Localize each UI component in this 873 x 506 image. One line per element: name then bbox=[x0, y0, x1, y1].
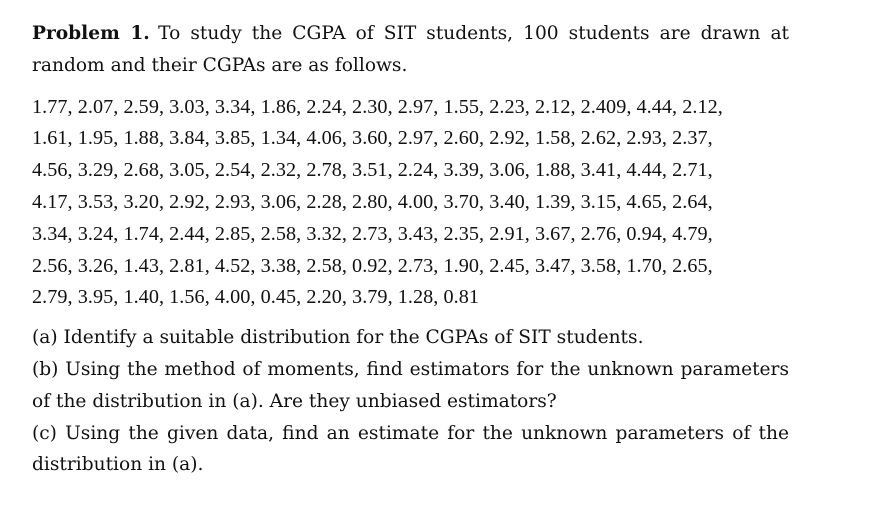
cgpa-data-line-6: 2.56, 3.26, 1.43, 2.81, 4.52, 3.38, 2.58, 0.92, 2.73, 1.90, 2.45, 3.47, 3.58, 1.70, 2.65, bbox=[32, 254, 713, 277]
question-b-text: (b) Using the method of moments, find estimators for the unknown parameters of the distribution in (a). Are they unbiased estimators? bbox=[32, 358, 789, 412]
cgpa-data-line-1: 1.77, 2.07, 2.59, 3.03, 3.34, 1.86, 2.24, 2.30, 2.97, 1.55, 2.23, 2.12, 2.409, 4.44, 2.12, bbox=[32, 95, 723, 118]
problem-intro-text: To study the CGPA of SIT students, 100 students are drawn at random and their CGPAs are as follows. bbox=[32, 23, 790, 76]
cgpa-data-line-3: 4.56, 3.29, 2.68, 3.05, 2.54, 2.32, 2.78, 3.51, 2.24, 3.39, 3.06, 1.88, 3.41, 4.44, 2.71, bbox=[32, 159, 713, 182]
question-c bbox=[32, 418, 789, 482]
cgpa-data-line-2: 1.61, 1.95, 1.88, 3.84, 3.85, 1.34, 4.06, 3.60, 2.97, 2.60, 2.92, 1.58, 2.62, 2.93, 2.37, bbox=[32, 127, 713, 150]
cgpa-data-line-5: 3.34, 3.24, 1.74, 2.44, 2.85, 2.58, 3.32, 2.73, 3.43, 2.35, 2.91, 3.67, 2.76, 0.94, 4.79, bbox=[32, 222, 713, 245]
question-a-text: (a) Identify a suitable distribution for the CGPAs of SIT students. bbox=[32, 327, 644, 349]
cgpa-data-line-7: 2.79, 3.95, 1.40, 1.56, 4.00, 0.45, 2.20, 3.79, 1.28, 0.81 bbox=[32, 286, 480, 309]
cgpa-data-block bbox=[32, 92, 789, 315]
problem-document bbox=[32, 18, 789, 481]
cgpa-data-line-4: 4.17, 3.53, 3.20, 2.92, 2.93, 3.06, 2.28, 2.80, 4.00, 3.70, 3.40, 1.39, 3.15, 4.65, 2.64, bbox=[32, 190, 713, 213]
question-b bbox=[32, 354, 789, 418]
question-a bbox=[32, 322, 789, 354]
problem-intro bbox=[32, 18, 789, 82]
question-c-text: (c) Using the given data, find an estimate for the unknown parameters of the distribution in (a). bbox=[32, 422, 789, 476]
problem-label: Problem 1. bbox=[32, 23, 150, 44]
